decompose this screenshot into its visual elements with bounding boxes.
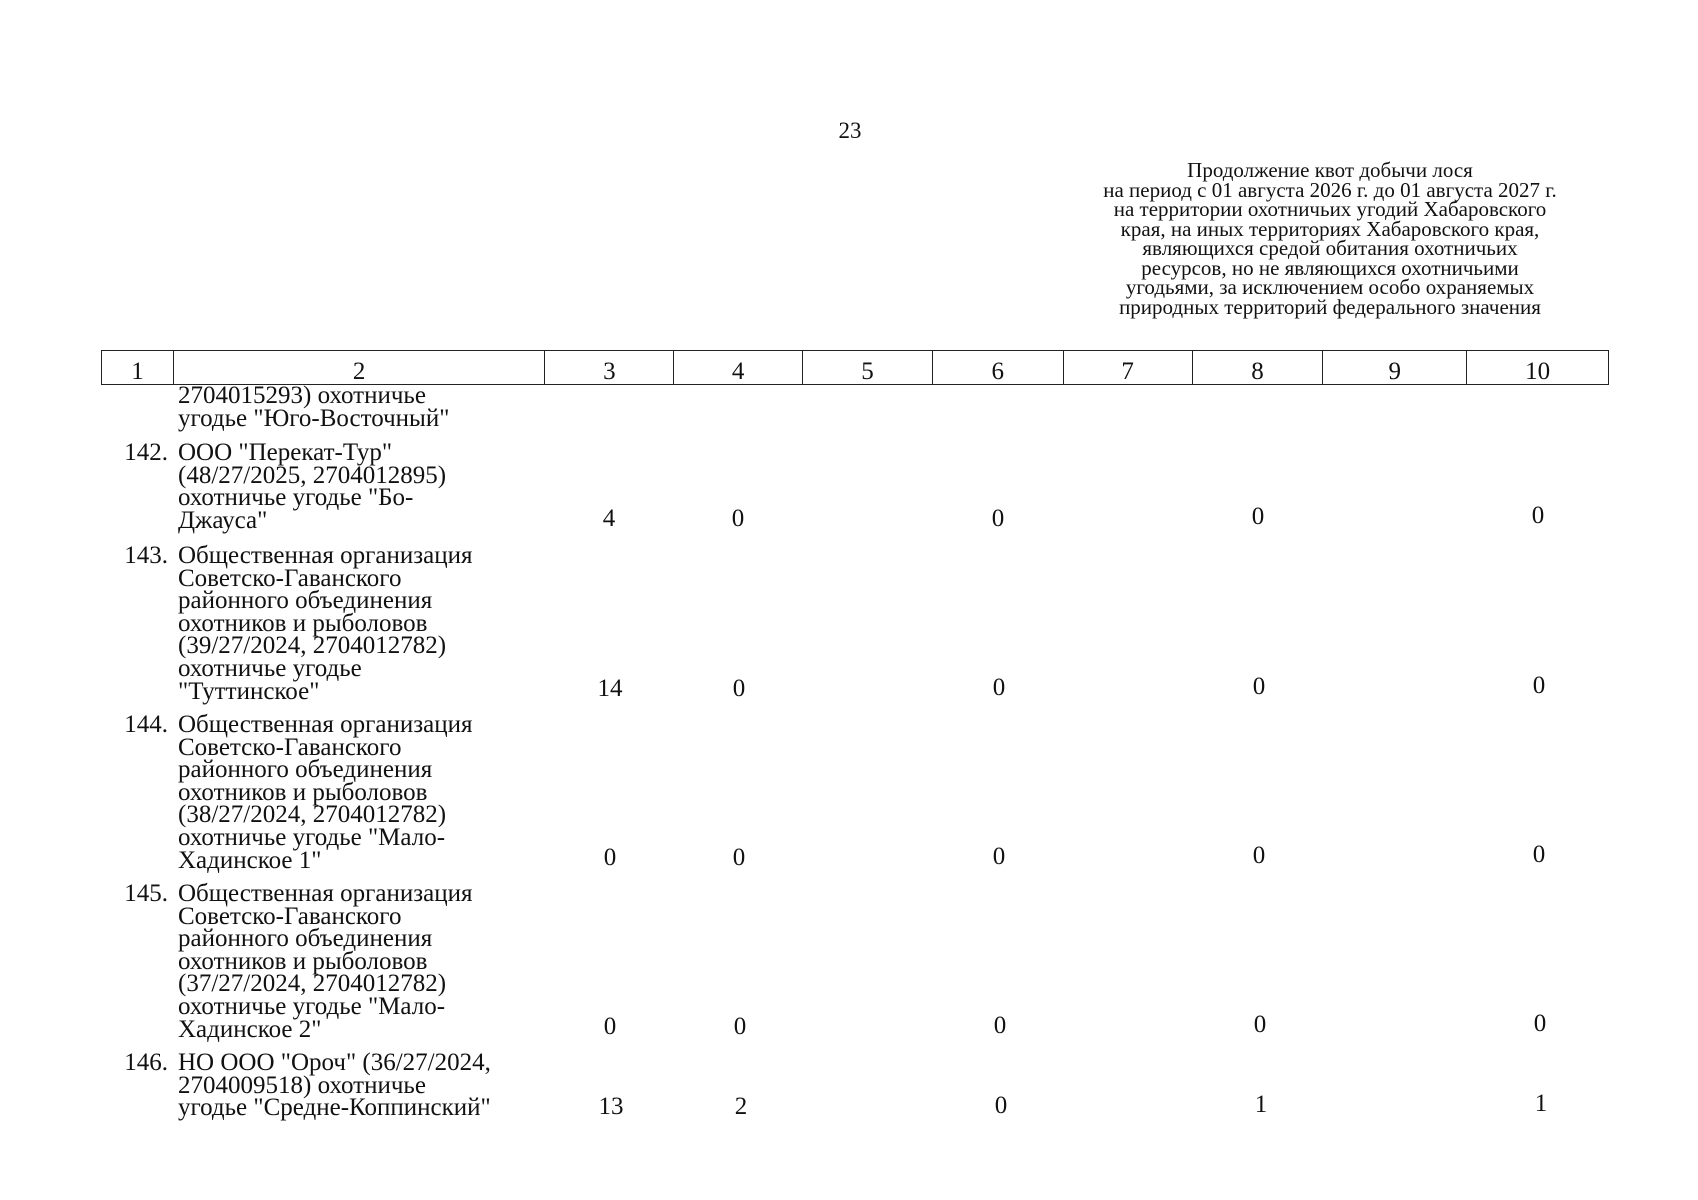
cell-col8: 0 xyxy=(1252,673,1266,700)
column-header-8: 8 xyxy=(1193,351,1324,384)
cell-col3: 4 xyxy=(602,505,616,532)
row-number: 146. xyxy=(124,1049,168,1076)
cell-text-line: охотничье угодье "Бо- xyxy=(178,484,414,512)
cell-text-line: Джауса" xyxy=(178,506,268,534)
cell-text-line: НО ООО "Ороч" (36/27/2024, xyxy=(178,1049,491,1076)
cell-col3: 14 xyxy=(597,675,623,702)
cell-col4: 0 xyxy=(732,675,746,702)
cell-col6: 0 xyxy=(992,843,1006,870)
cell-text-line: 2704015293) охотничье xyxy=(178,382,426,409)
cell-text-line: охотничье угодье "Мало- xyxy=(178,992,446,1020)
caption-line: Продолжение квот добычи лося xyxy=(1187,158,1473,182)
column-header-6: 6 xyxy=(933,351,1064,384)
cell-text-line: Советско-Гаванского xyxy=(178,733,402,761)
cell-text-line: Хадинское 1" xyxy=(178,846,322,874)
row-description xyxy=(178,439,538,534)
row-number: 142. xyxy=(124,439,168,466)
cell-text-line: районного объединения xyxy=(178,587,433,615)
row-number: 145. xyxy=(124,880,168,907)
caption-line: ресурсов, но не являющихся охотничьими xyxy=(1141,255,1519,280)
row-description xyxy=(178,880,538,1043)
cell-text-line: угодье "Юго-Восточный" xyxy=(178,404,450,432)
caption-line: природных территорий федерального значения xyxy=(1119,294,1541,319)
cell-col10: 0 xyxy=(1531,502,1545,529)
cell-col4: 0 xyxy=(731,505,745,532)
cell-text-line: районного объединения xyxy=(178,756,433,784)
cell-text-line: (39/27/2024, 2704012782) xyxy=(178,632,447,660)
continuation-text xyxy=(178,382,538,432)
cell-col8: 0 xyxy=(1251,503,1265,530)
column-header-10: 10 xyxy=(1525,358,1551,384)
cell-text-line: ООО "Перекат-Тур" xyxy=(178,439,393,466)
cell-col10: 0 xyxy=(1532,841,1546,868)
row-description xyxy=(178,1049,538,1122)
column-header-2: 2 xyxy=(174,351,546,384)
cell-text-line: охотников и рыболовов xyxy=(178,778,428,806)
column-header-3: 3 xyxy=(545,351,674,384)
cell-text-line: (38/27/2024, 2704012782) xyxy=(178,801,447,829)
cell-col8: 0 xyxy=(1253,1011,1267,1038)
column-header-4: 4 xyxy=(674,351,803,384)
column-header-9: 9 xyxy=(1323,351,1467,384)
row-description xyxy=(178,711,538,874)
cell-text-line: Общественная организация xyxy=(178,711,473,738)
cell-col4: 0 xyxy=(732,844,746,871)
cell-col10: 0 xyxy=(1532,672,1546,699)
cell-text-line: "Туттинское" xyxy=(178,677,320,705)
caption-line: угодьями, за исключением особо охраняемых xyxy=(1125,275,1535,299)
cell-col3: 0 xyxy=(603,1013,617,1040)
cell-col10: 1 xyxy=(1534,1090,1548,1117)
cell-text-line: Советско-Гаванского xyxy=(178,564,402,592)
column-header-7: 7 xyxy=(1064,351,1193,384)
caption-line: на период с 01 августа 2026 г. до 01 августа 2027 г. xyxy=(1103,177,1557,202)
row-number: 143. xyxy=(124,542,168,569)
row-number: 144. xyxy=(124,711,168,738)
cell-col3: 13 xyxy=(598,1093,624,1120)
cell-text-line: Общественная организация xyxy=(178,542,473,569)
caption-line: являющихся средой обитания охотничьих xyxy=(1142,236,1518,260)
cell-col6: 0 xyxy=(992,674,1006,701)
cell-text-line: (37/27/2024, 2704012782) xyxy=(178,970,447,998)
cell-text-line: (48/27/2025, 2704012895) xyxy=(178,461,447,489)
page-number: 23 xyxy=(838,118,862,143)
column-header-5: 5 xyxy=(803,351,933,384)
cell-text-line: Советско-Гаванского xyxy=(178,902,402,930)
cell-col4: 0 xyxy=(733,1013,747,1040)
column-header-1: 1 xyxy=(102,351,174,384)
cell-text-line: Общественная организация xyxy=(178,880,473,907)
cell-text-line: районного объединения xyxy=(178,925,433,953)
cell-col8: 0 xyxy=(1252,842,1266,869)
cell-col8: 1 xyxy=(1254,1091,1268,1118)
cell-col3: 0 xyxy=(603,844,617,871)
cell-col6: 0 xyxy=(993,1012,1007,1039)
caption-line: на территории охотничьих угодий Хабаровского xyxy=(1113,197,1547,221)
cell-text-line: охотников и рыболовов xyxy=(178,609,428,637)
cell-col4: 2 xyxy=(734,1093,748,1120)
cell-text-line: охотников и рыболовов xyxy=(178,947,428,975)
row-description xyxy=(178,542,538,705)
cell-col6: 0 xyxy=(991,505,1005,532)
cell-col6: 0 xyxy=(994,1092,1008,1119)
cell-text-line: охотничье угодье xyxy=(178,654,362,682)
caption-line: края, на иных территориях Хабаровского края, xyxy=(1120,216,1540,241)
cell-col10: 0 xyxy=(1533,1010,1547,1037)
cell-text-line: угодье "Средне-Коппинский" xyxy=(178,1094,491,1122)
cell-text-line: Хадинское 2" xyxy=(178,1015,322,1043)
cell-text-line: 2704009518) охотничье xyxy=(178,1071,426,1099)
cell-text-line: охотничье угодье "Мало- xyxy=(178,823,446,851)
